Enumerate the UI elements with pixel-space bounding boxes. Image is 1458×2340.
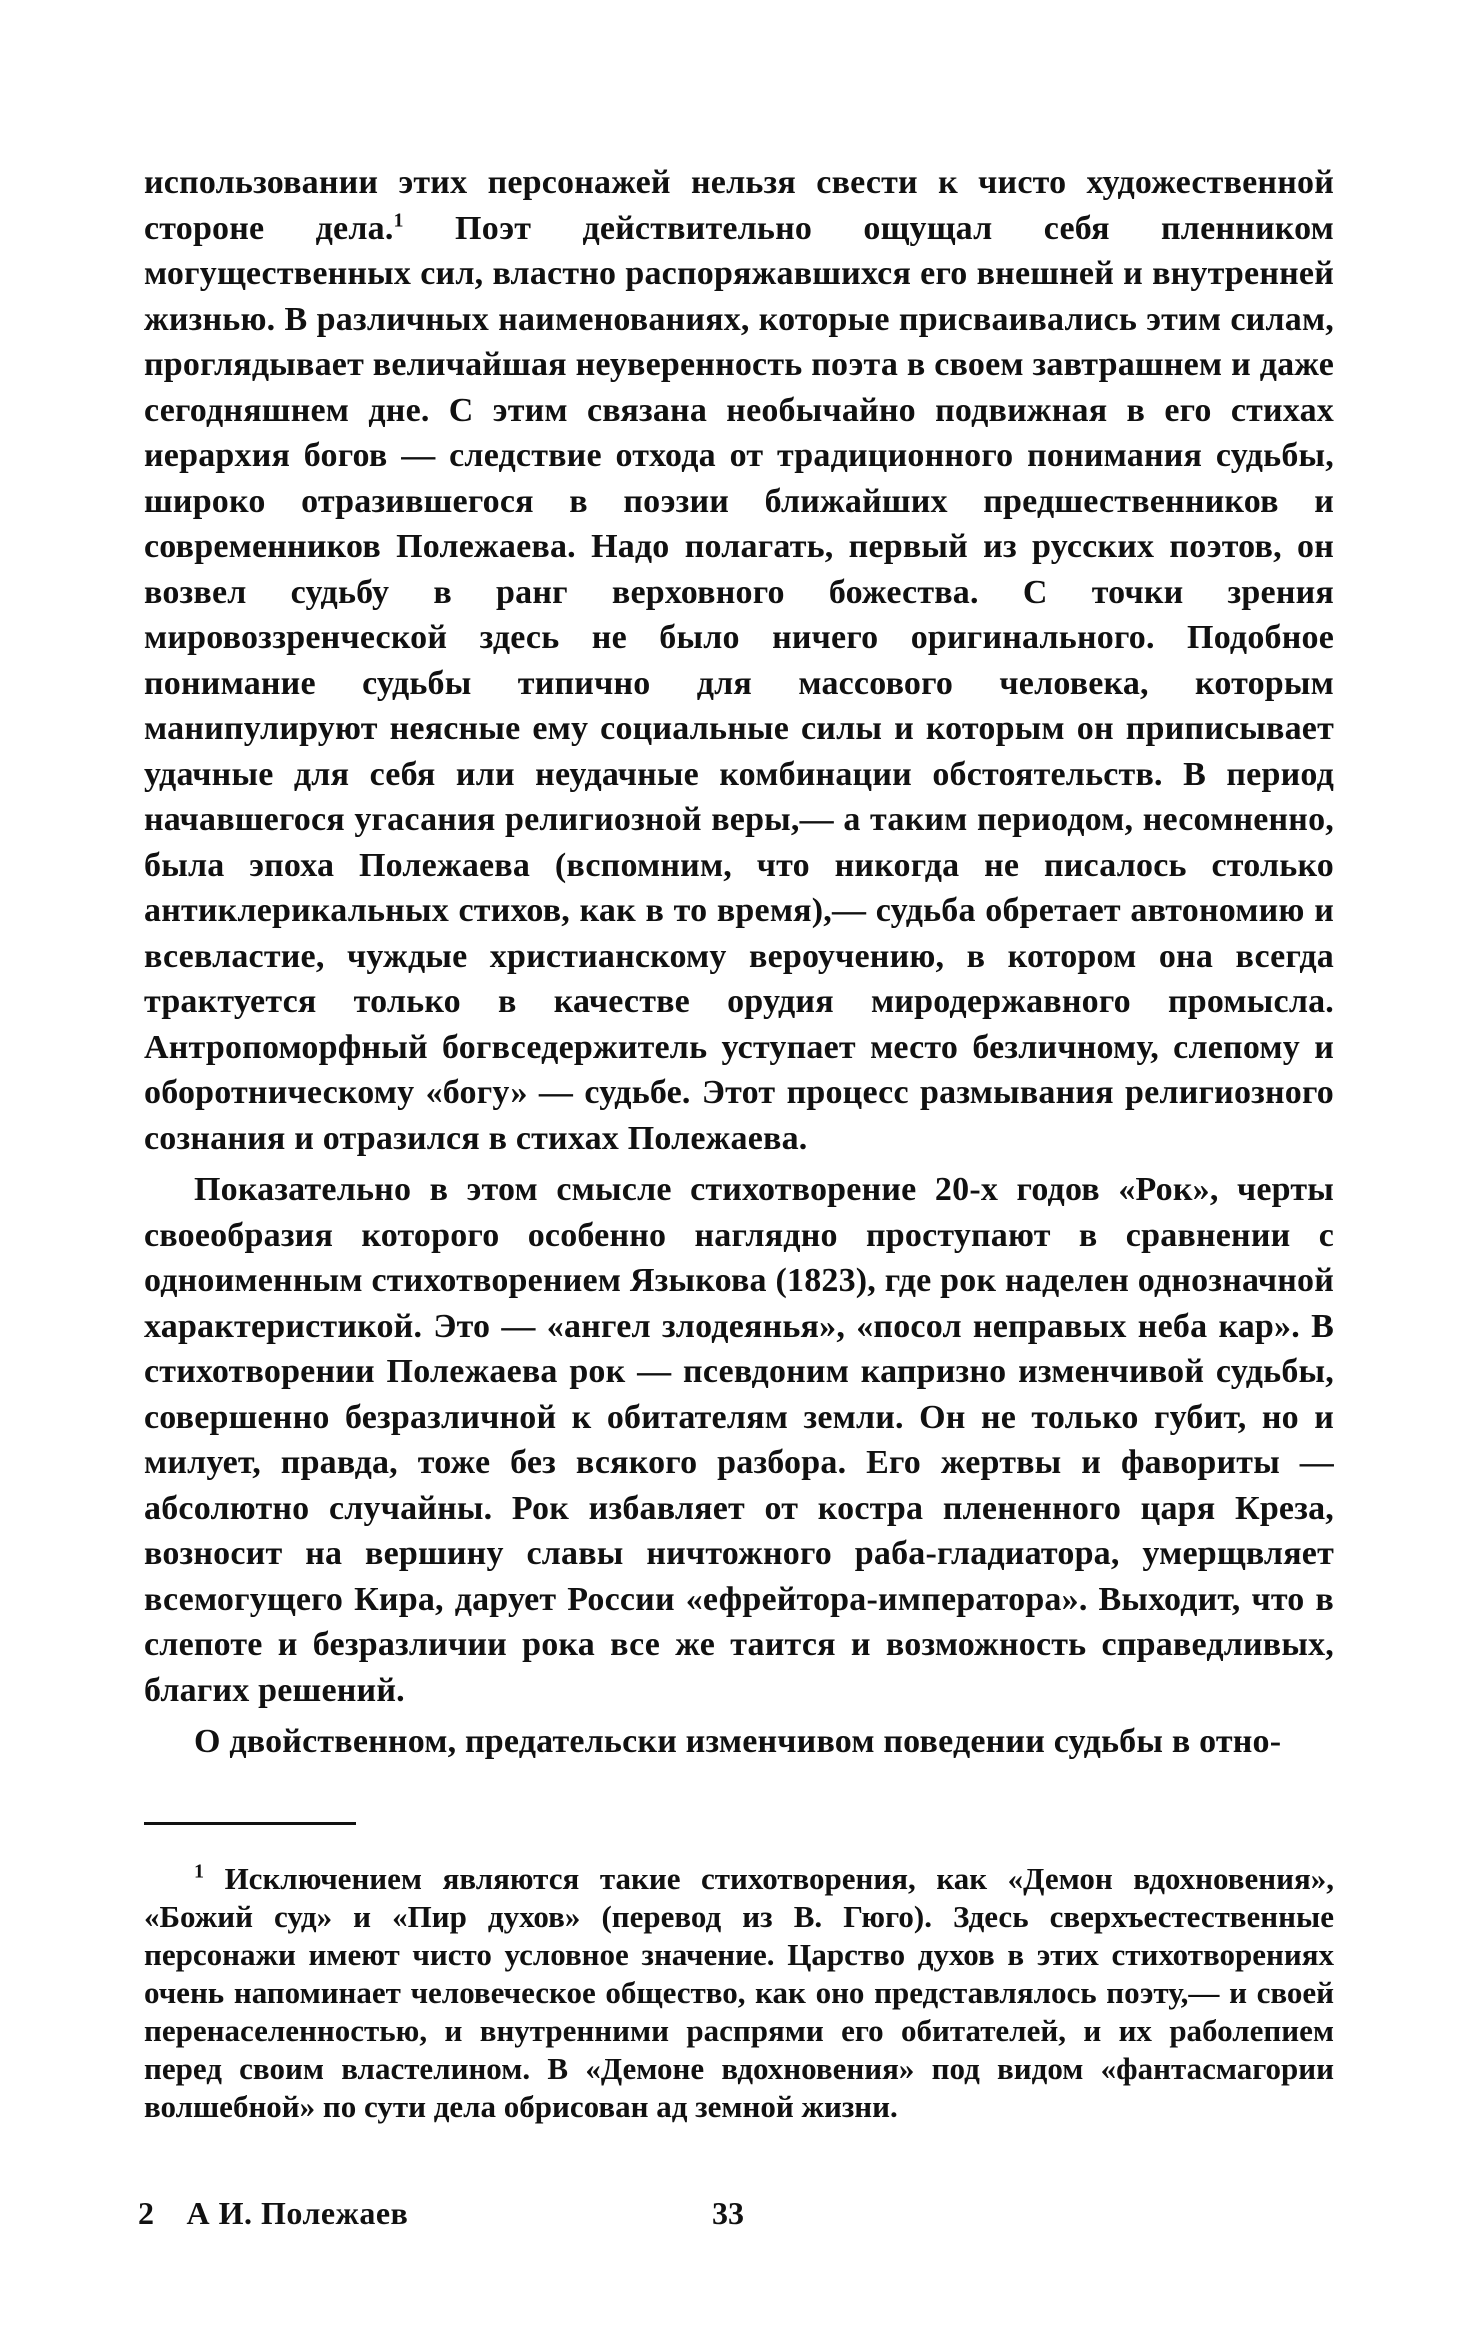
footnote [144,1860,1334,2126]
paragraph-1-rest: Поэт действительно ощущал себя пленником могущественных сил, властно распоряжавшихся его внешней и внутренней жизнью. В различных наименованиях, которые присваивались этим силам, проглядывает величайшая неуверенность поэта в своем завтрашнем и даже сегодняшнем дне. С этим связана необычайно подвижная в его стихах иерархия богов — следствие отхода от традиционного понимания судьбы, широко отразившегося в поэзии ближайших предшественников и современников Полежаева. Надо полагать, первый из русских поэтов, он возвел судьбу в ранг верховного божества. С точки зрения мировоззренческой здесь не было ничего оригинального. Подобное понимание судьбы типично для массового человека, которым манипулируют неясные ему социальные силы и которым он приписывает удачные для себя или неудачные комбинации обстоятельств. В период начавшегося угасания религиозной веры,— а таким периодом, несомненно, была эпоха Полежаева (вспомним, что никогда не писалось столько антиклерикальных стихов, как в то время),— судьба обретает автономию и всевластие, чуждые христианскому вероучению, в котором она всегда трактуется только в качестве орудия миродержавного промысла. Антропоморфный богвседержитель уступает место безличному, слепому и оборотническому «богу» — судьбе. Этот процесс размывания религиозного сознания и отразился в стихах Полежаева. [144,209,1334,1157]
paragraph-1-start: использовании этих персонажей нельзя свести к чисто художественной стороне дела. [144,164,1334,247]
printer-signature [138,2195,408,2232]
page-number: 33 [712,2195,744,2231]
footnote-mark: 1 [194,1860,204,1883]
signature-text: А И. Полежаев [186,2195,409,2231]
footnote-reference-mark: 1 [393,209,404,232]
footnote-text [144,1860,1334,2126]
paragraph-1 [144,160,1334,1161]
paragraph-2: Показательно в этом смысле стихотворение 20-х годов «Рок», черты своеобразия которого особенно наглядно проступают в сравнении с одноименным стихотворением Языкова (1823), где рок наделен однозначной характеристикой. Это — «ангел злодеянья», «посол неправых неба кар». В стихотворении Полежаева рок — псевдоним капризно изменчивой судьбы, совершенно безразличной к обитателям земли. Он не только губит, но и милует, правда, тоже без всякого разбора. Его жертвы и фавориты — абсолютно случайны. Рок избавляет от костра плененного царя Креза, возносит на вершину славы ничтожного раба-гладиатора, умерщвляет всемогущего Кира, дарует России «ефрейтора-императора». Выходит, что в слепоте и безразличии рока все же таится и возможность справедливых, благих решений. [144,1171,1334,1709]
footnote-body: Исключением являются такие стихотворения, как «Демон вдохновения», «Божий суд» и «Пир духов» (перевод из В. Гюго). Здесь сверхъестественные персонажи имеют чисто условное значение. Царство духов в этих стихотворениях очень напоминает человеческое общество, как оно представлялось поэту,— и своей перенаселенностью, и внутренними распрями его обитателей, и их раболепием перед своим властелином. В «Демоне вдохновения» под видом «фантасмагории волшебной» по сути дела обрисован ад земной жизни. [144,1861,1334,2124]
main-text [144,160,1334,1765]
paragraph-3: О двойственном, предательски изменчивом поведении судьбы в отно- [194,1723,1282,1760]
signature-number: 2 [138,2195,155,2231]
footnote-separator [144,1822,356,1825]
